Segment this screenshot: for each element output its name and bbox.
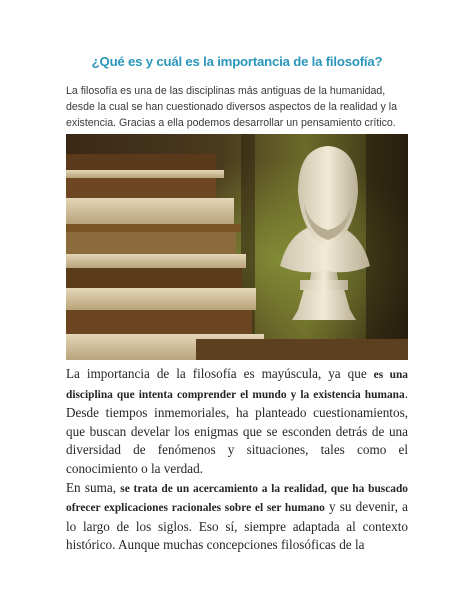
paragraph-bold-text: es una disciplina que intenta comprender el mundo y la existencia humana (66, 369, 409, 401)
paragraph-text: y su devenir, a lo largo de los siglos. Eso sí, siempre adaptada al contexto histórico. Aunque muchas concepciones filosóficas de la (66, 499, 408, 553)
body-paragraph (66, 365, 408, 479)
article-body (66, 365, 408, 555)
paragraph-text: En suma, (66, 479, 121, 495)
paragraph-text: La importancia de la filosofía es mayúscula, ya que (66, 366, 374, 381)
philosophy-bust-image (66, 134, 408, 360)
intro-paragraph: La filosofía es una de las disciplinas más antiguas de la humanidad, desde la cual se han cuestionado diversos aspectos de la realidad y la existencia. Gracias a ella podemos desarrollar un pensamiento crítico. (66, 85, 397, 129)
paragraph-text: . Desde tiempos inmemoriales, ha planteado cuestionamientos, que buscan develar los enigmas que se esconden detrás de una diversidad de fenómenos y situaciones, tales como el conocimiento o la verdad. (66, 385, 408, 476)
page-title: ¿Qué es y cuál es la importancia de la filosofía? (91, 54, 383, 69)
body-paragraph (66, 479, 408, 555)
paragraph-bold-text: se trata de un acercamiento a la realidad, que ha buscado ofrecer explicaciones racionales sobre el ser humano (66, 482, 408, 515)
